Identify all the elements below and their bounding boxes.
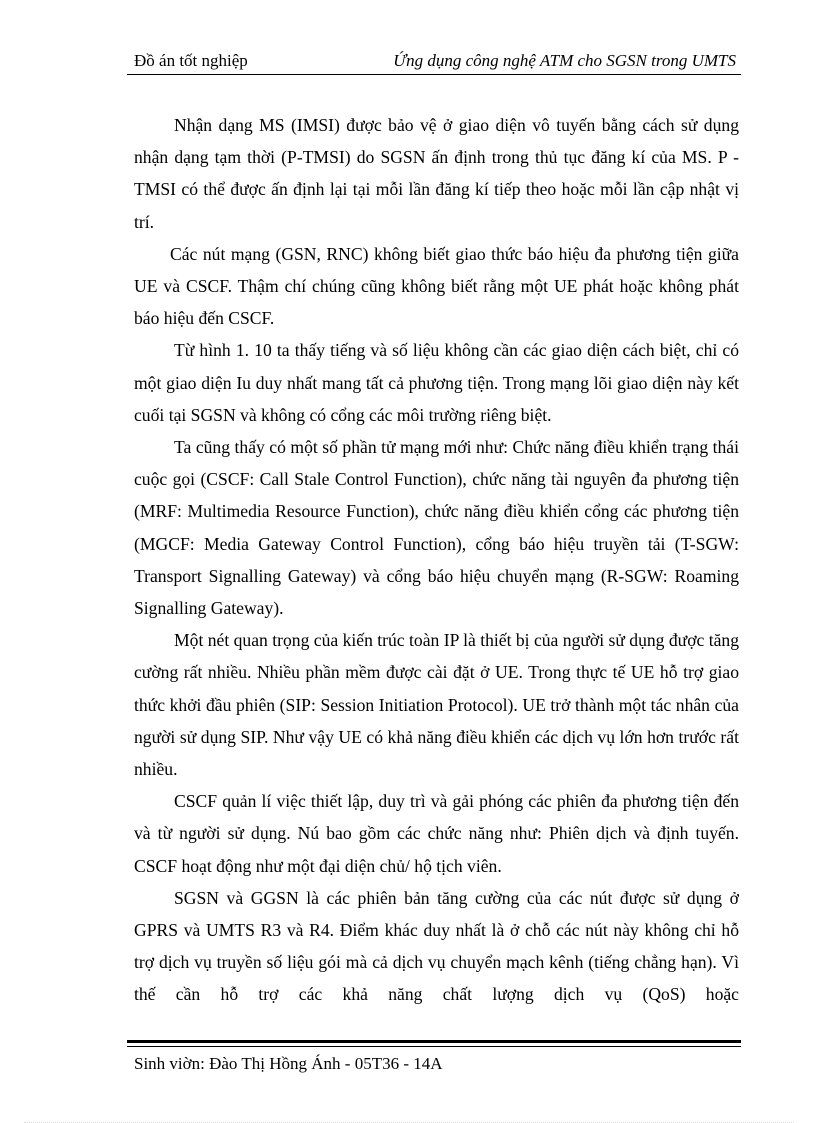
paragraph-network-elements: Ta cũng thấy có một số phần tử mạng mới như: Chức năng điều khiển trạng thái cuộc gọi (CSCF: Call Stale Control Function), chức năng tài nguyên đa phương tiện (MRF: Multimedia Resource Function), chức năng điều khiển cổng các phương tiện (MGCF: Media Gateway Control Function), cổng báo hiệu truyền tải (T-SGW: Transport Signalling Gateway) và cổng báo hiệu chuyển mạng (R-SGW: Roaming Signalling Gateway). xyxy=(134,437,739,619)
footer-divider-thin xyxy=(127,1046,741,1047)
paragraph-imsi-protection: Nhận dạng MS (IMSI) được bảo vệ ở giao diện vô tuyến bằng cách sử dụng nhận dạng tạm thời (P-TMSI) do SGSN ấn định trong thủ tục đăng kí của MS. P - TMSI có thể được ấn định lại tại mỗi lần đăng kí tiếp theo hoặc mỗi lần cập nhật vị trí. xyxy=(134,115,739,232)
paragraph-iu-interface: Từ hình 1. 10 ta thấy tiếng và số liệu không cần các giao diện cách biệt, chỉ có một giao diện Iu duy nhất mang tất cả phương tiện. Trong mạng lõi giao diện này kết cuối tại SGSN và không có cổng các môi trường riêng biệt. xyxy=(134,340,739,425)
paragraph-network-nodes: Các nút mạng (GSN, RNC) không biết giao thức báo hiệu đa phương tiện giữa UE và CSCF. Thậm chí chúng cũng không biết rằng một UE phát hoặc không phát báo hiệu đến CSCF. xyxy=(134,243,739,329)
paragraph-cscf: CSCF quản lí việc thiết lập, duy trì và gải phóng các phiên đa phương tiện đến và từ người sử dụng. Nú bao gồm các chức năng như: Phiên dịch và định tuyến. CSCF hoạt động như một đại diện chủ/ hộ tịch viên. xyxy=(134,791,739,876)
page-header xyxy=(134,50,740,72)
footer-divider-thick xyxy=(127,1040,741,1043)
header-thesis-title: Ứng dụng công nghệ ATM cho SGSN trong UMTS xyxy=(393,51,736,70)
paragraph-sgsn-ggsn: SGSN và GGSN là các phiên bản tăng cường của các nút được sử dụng ở GPRS và UMTS R3 và R4. Điểm khác duy nhất là ở chỗ các nút này không chỉ hỗ trợ dịch vụ truyền số liệu gói mà cả dịch vụ chuyển mạch kênh (tiếng chẳng hạn). Vì thế cần hỗ trợ các khả năng chất lượng dịch vụ (QoS) hoặc xyxy=(134,887,739,1005)
page-footer: Sinh viờn: Đào Thị Hồng Ánh - 05T36 - 14A xyxy=(134,1054,443,1073)
header-thesis-label: Đồ án tốt nghiệp xyxy=(134,51,248,70)
paragraph-all-ip-architecture: Một nét quan trọng của kiến trúc toàn IP là thiết bị của người sử dụng được tăng cường rất nhiều. Nhiều phần mềm được cài đặt ở UE. Trong thực tế UE hỗ trợ giao thức khởi đầu phiên (SIP: Session Initiation Protocol). UE trở thành một tác nhân của người sử dụng SIP. Như vậy UE có khả năng điều khiển các dịch vụ lớn hơn trước rất nhiều. xyxy=(134,630,739,780)
document-body xyxy=(134,109,739,1011)
header-divider xyxy=(127,74,741,75)
